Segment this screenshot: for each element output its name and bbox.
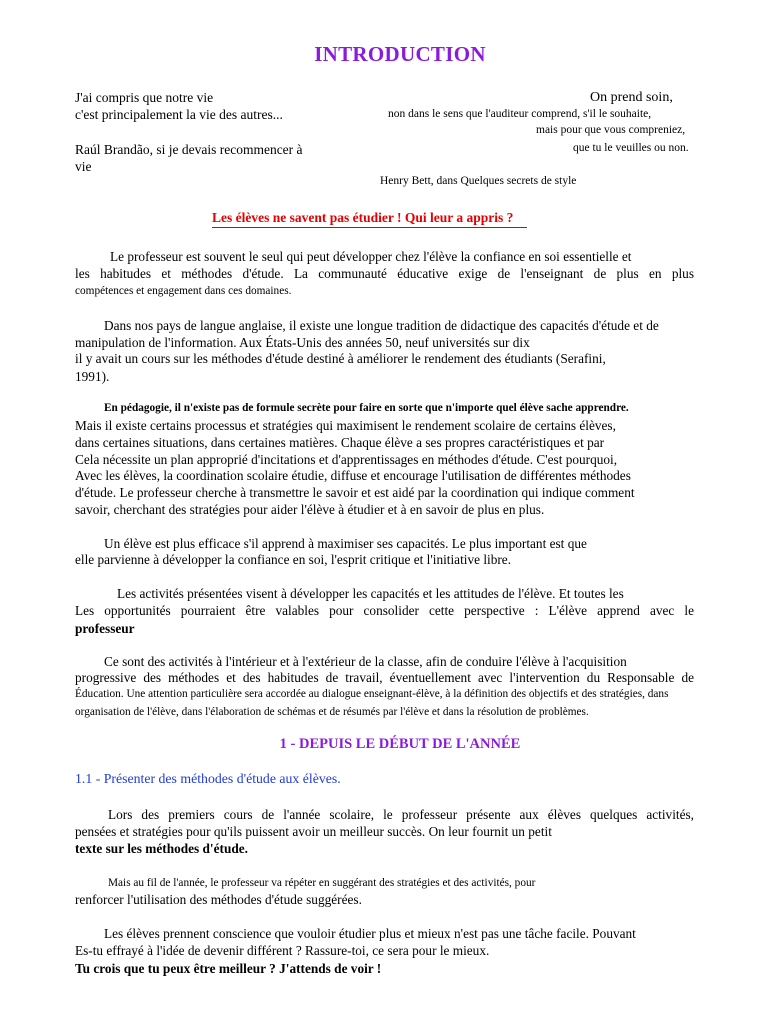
- section-subtitle: Les élèves ne savent pas étudier ! Qui leur a appris ?: [212, 210, 527, 228]
- para3-line5: d'étude. Le professeur cherche à transmettre le savoir et est aidé par la coordination qui indique comment: [75, 485, 635, 500]
- epigraph-right-line4: que tu le veuilles ou non.: [573, 142, 689, 154]
- epigraph-right-attribution: Henry Bett, dans Quelques secrets de style: [380, 175, 577, 187]
- para3-line1: Mais il existe certains processus et stratégies qui maximisent le rendement scolaire de certains élèves,: [75, 418, 616, 433]
- para7-line2: pensées et stratégies pour qu'ils puissent avoir un meilleur succès. On leur fournit un petit: [75, 824, 552, 839]
- para3-line2: dans certaines situations, dans certaines matières. Chaque élève a ses propres caractéristiques et par: [75, 435, 605, 450]
- para7-line3: texte sur les méthodes d'étude.: [75, 841, 248, 856]
- para6-line3: Éducation. Une attention particulière sera accordée au dialogue enseignant-élève, à la définition des objectifs et des stratégies, dans: [75, 688, 669, 700]
- epigraph-left-line2: c'est principalement la vie des autres...: [75, 107, 283, 122]
- para7-line1: Lors des premiers cours de l'année scolaire, le professeur présente aux élèves quelques activités,: [108, 807, 694, 822]
- para1-line2: les habitudes et méthodes d'étude. La communauté éducative exige de l'enseignant de plus en plus: [75, 266, 694, 281]
- epigraph-left-line1: J'ai compris que notre vie: [75, 90, 214, 105]
- para6-line2: progressive des méthodes et des habitudes de travail, éventuellement avec l'intervention du Responsable de: [75, 670, 694, 685]
- para8-line2: renforcer l'utilisation des méthodes d'étude suggérées.: [75, 892, 362, 907]
- epigraph-left-attribution-cont: vie: [75, 159, 92, 174]
- epigraph-right-line2: non dans le sens que l'auditeur comprend, s'il le souhaite,: [388, 108, 652, 120]
- page-title: INTRODUCTION: [314, 42, 486, 66]
- para2-line3: il y avait un cours sur les méthodes d'étude destiné à améliorer le rendement des étudiants (Serafini,: [75, 351, 606, 366]
- para9-line1: Les élèves prennent conscience que vouloir étudier plus et mieux n'est pas une tâche facile. Pouvant: [104, 926, 636, 941]
- subsection-heading: 1.1 - Présenter des méthodes d'étude aux élèves.: [75, 771, 341, 786]
- para4-line2: elle parvienne à développer la confiance en soi, l'esprit critique et l'initiative libre.: [75, 552, 512, 567]
- para3-line4: Avec les élèves, la coordination scolaire étudie, diffuse et encourage l'utilisation de différentes méthodes: [75, 468, 631, 483]
- section-heading: 1 - DEPUIS LE DÉBUT DE L'ANNÉE: [279, 736, 521, 752]
- para5-line1: Les activités présentées visent à développer les capacités et les attitudes de l'élève. Et toutes les: [117, 586, 624, 601]
- para8-line1: Mais au fil de l'année, le professeur va répéter en suggérant des stratégies et des activités, pour: [108, 877, 536, 889]
- para1-line1: Le professeur est souvent le seul qui peut développer chez l'élève la confiance en soi essentielle et: [110, 249, 632, 264]
- para5-line3: professeur: [75, 621, 135, 636]
- para9-line2: Es-tu effrayé à l'idée de devenir différent ? Rassure-toi, ce sera pour le mieux.: [75, 943, 490, 958]
- epigraph-right-line1: On prend soin,: [590, 90, 673, 105]
- para2-line4: 1991).: [75, 369, 110, 384]
- para3-line6: savoir, cherchant des stratégies pour aider l'élève à étudier et à en savoir de plus en plus.: [75, 502, 545, 517]
- epigraph-right-line3: mais pour que vous compreniez,: [536, 124, 686, 136]
- para5-line2: Les opportunités pourraient être valables pour consolider cette perspective : L'élève apprend avec le: [75, 603, 694, 618]
- para6-line1: Ce sont des activités à l'intérieur et à l'extérieur de la classe, afin de conduire l'élève à l'acquisition: [104, 654, 627, 669]
- para9-line3: Tu crois que tu peux être meilleur ? J'attends de voir !: [75, 961, 382, 976]
- para4-line1: Un élève est plus efficace s'il apprend à maximiser ses capacités. Le plus important est que: [104, 536, 587, 551]
- para2-line2: manipulation de l'information. Aux États-Unis des années 50, neuf universités sur dix: [75, 335, 530, 350]
- para1-line3: compétences et engagement dans ces domaines.: [75, 285, 292, 297]
- epigraph-left-attribution: Raúl Brandão, si je devais recommencer à: [75, 142, 303, 157]
- para3-bold-statement: En pédagogie, il n'existe pas de formule secrète pour faire en sorte que n'importe quel élève sache apprendre.: [104, 402, 629, 414]
- para2-line1: Dans nos pays de langue anglaise, il existe une longue tradition de didactique des capacités d'étude et de: [104, 318, 659, 333]
- para3-line3: Cela nécessite un plan approprié d'incitations et d'apprentissages en méthodes d'étude. C'est pourquoi,: [75, 452, 618, 467]
- para6-line4: organisation de l'élève, dans l'élaboration de schémas et de résumés par l'élève et dans la résolution de problèmes.: [75, 706, 589, 718]
